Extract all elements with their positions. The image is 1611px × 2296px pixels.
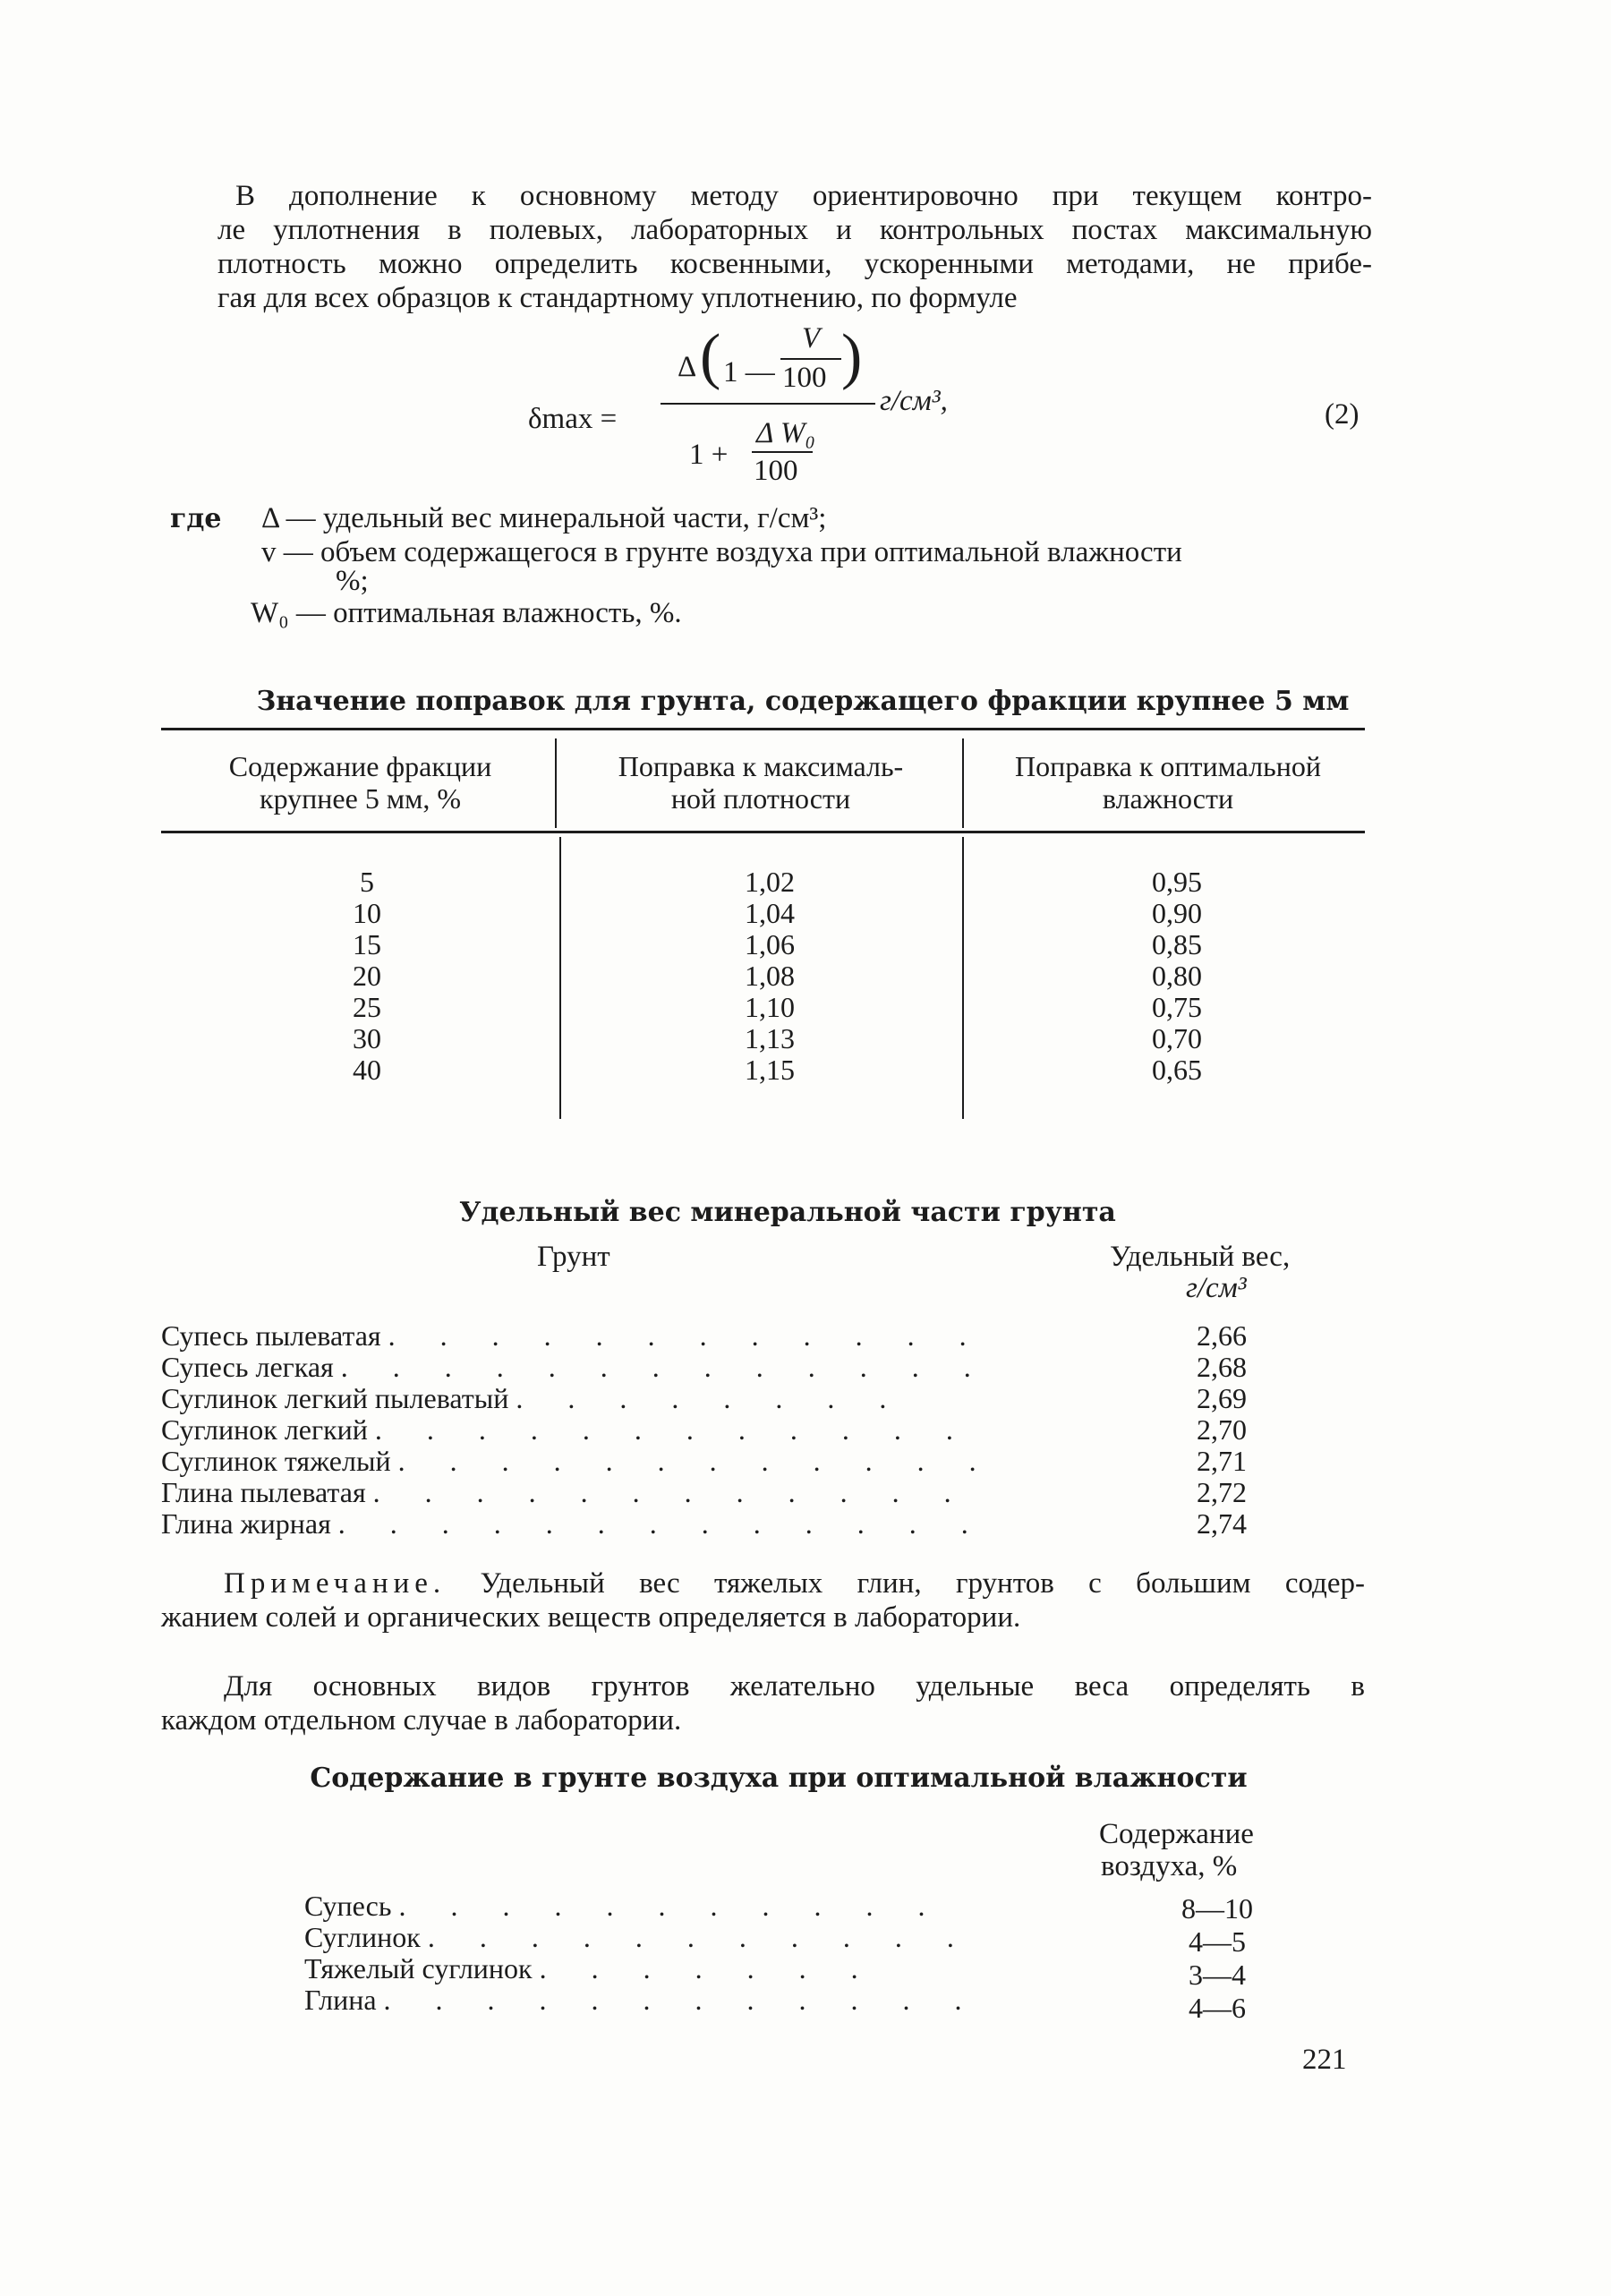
formula-hundred: 100	[782, 362, 827, 394]
row-value: 8—10	[1181, 1892, 1253, 1925]
row-label: Супесь легкая	[161, 1351, 334, 1383]
table-cell: 30	[353, 1022, 381, 1054]
row-value: 2,74	[1197, 1507, 1247, 1540]
table-cell: 0,70	[1152, 1022, 1202, 1054]
formula-hundred-2: 100	[754, 455, 798, 487]
formula-denominator-fraction-bar	[752, 451, 813, 453]
table2-head-soil: Грунт	[537, 1241, 610, 1273]
note-text: Удельный вес тяжелых глин, грунтов с большим содер-	[446, 1567, 1365, 1600]
row-value: 2,68	[1197, 1351, 1247, 1383]
table3-head-2: воздуха, %	[1101, 1850, 1238, 1882]
definition-w0: W₀ — оптимальная влажность, %.	[251, 597, 682, 629]
leader-dots: . . . . . . . . . . .	[398, 1890, 944, 1922]
para-line: каждом отдельном случае в лаборатории.	[161, 1704, 682, 1737]
note-paragraph	[161, 1566, 1365, 1635]
row-label: Суглинок легкий пылеватый	[161, 1382, 509, 1414]
table-cell: 20	[353, 960, 381, 992]
table1-header-density	[564, 750, 958, 815]
row-value: 2,69	[1197, 1382, 1247, 1414]
table-cell: 1,06	[745, 928, 795, 960]
header-line: Поправка к максималь-	[618, 750, 904, 782]
table3-title: Содержание в грунте воздуха при оптимальной влажности	[310, 1763, 1248, 1794]
table1-divider	[962, 738, 964, 828]
table1-header-fraction	[170, 750, 550, 815]
leader-dots: . . . . . . . . . . . .	[383, 1984, 981, 2016]
body-paragraph	[161, 1669, 1365, 1737]
note-prefix: Примечание.	[224, 1567, 447, 1600]
header-line: влажности	[1102, 782, 1234, 815]
leader-dots: . . . . . . . . . . . . .	[340, 1351, 990, 1383]
table1-header-rule	[161, 831, 1365, 833]
formula-v: V	[802, 322, 821, 354]
table-cell: 1,04	[745, 897, 795, 929]
leader-dots: . . . . . . . . . . .	[427, 1921, 973, 1953]
table3-row	[304, 1891, 943, 1922]
formula-units: г/см³,	[880, 385, 948, 417]
table2-row	[161, 1446, 995, 1477]
table2-row	[161, 1414, 972, 1446]
table1-divider	[559, 837, 561, 1119]
table-cell: 0,65	[1152, 1054, 1202, 1086]
formula-one-minus: 1 —	[723, 356, 775, 388]
row-label: Суглинок	[304, 1921, 421, 1953]
note-line	[161, 1566, 1365, 1600]
table-cell: 0,75	[1152, 991, 1202, 1023]
row-value: 2,66	[1197, 1319, 1247, 1352]
intro-paragraph	[217, 179, 1372, 315]
header-line: крупнее 5 мм, %	[260, 782, 461, 815]
table-cell: 0,95	[1152, 866, 1202, 898]
row-label: Глина пылеватая	[161, 1476, 366, 1508]
table-cell: 40	[353, 1054, 381, 1086]
formula-denominator-one: 1 +	[689, 439, 729, 471]
table-cell: 1,15	[745, 1054, 795, 1086]
intro-line: В дополнение к основному методу ориентировочно при текущем контро-	[235, 180, 1372, 212]
header-line: Содержание фракции	[228, 750, 492, 782]
note-line: жанием солей и органических веществ определяется в лаборатории.	[161, 1601, 1021, 1634]
row-label: Глина жирная	[161, 1507, 331, 1540]
leader-dots: . . . . . . . . . . . . .	[337, 1507, 987, 1540]
table-cell: 0,85	[1152, 928, 1202, 960]
definition-delta: Δ — удельный вес минеральной части, г/см³;	[261, 502, 827, 534]
table2-head-weight: Удельный вес,	[1110, 1241, 1291, 1273]
table2-row	[161, 1508, 987, 1540]
leader-dots: . . . . . . . .	[516, 1382, 906, 1414]
table-cell: 1,13	[745, 1022, 795, 1054]
row-value: 4—6	[1189, 1992, 1246, 2024]
row-value: 2,71	[1197, 1445, 1247, 1477]
definition-v: v — объем содержащегося в грунте воздуха при оптимальной влажности	[261, 536, 1182, 568]
formula-lhs: δmax =	[528, 403, 618, 435]
table-cell: 1,08	[745, 960, 795, 992]
table2-title: Удельный вес минеральной части грунта	[459, 1197, 1116, 1228]
table1-header-moisture	[967, 750, 1369, 815]
header-line: ной плотности	[670, 782, 851, 815]
formula-paren-left: (	[700, 322, 721, 391]
table2-head-units: г/см³	[1186, 1272, 1247, 1304]
leader-dots: . . . . . . . . . . . .	[397, 1445, 995, 1477]
leader-dots: . . . . . . . . . . . .	[374, 1413, 972, 1446]
formula-inner-fraction-bar	[780, 358, 841, 360]
row-label: Супесь пылеватая	[161, 1319, 381, 1352]
formula-delta: Δ	[678, 351, 697, 383]
formula-delta-w0: Δ W₀	[756, 417, 815, 449]
formula-paren-right: )	[841, 322, 863, 391]
table1-title: Значение поправок для грунта, содержащего фракции крупнее 5 мм	[256, 686, 1350, 717]
formula-number: (2)	[1325, 398, 1360, 431]
row-label: Тяжелый суглинок	[304, 1952, 533, 1984]
intro-line: плотность можно определить косвенными, ускоренными методами, не прибе-	[217, 248, 1372, 280]
table2-row	[161, 1320, 985, 1352]
formula	[528, 322, 1387, 492]
table-cell: 0,80	[1152, 960, 1202, 992]
formula-main-fraction-bar	[661, 403, 875, 405]
table-cell: 0,90	[1152, 897, 1202, 929]
para-line: Для основных видов грунтов желательно удельные веса определять в	[224, 1670, 1365, 1703]
table1-col-fraction	[304, 866, 430, 1086]
table3-head-1: Содержание	[1099, 1818, 1254, 1850]
row-label: Супесь	[304, 1890, 392, 1922]
table3-row	[304, 1922, 973, 1953]
where-label: где	[170, 503, 222, 534]
table-cell: 1,10	[745, 991, 795, 1023]
page-number: 221	[1302, 2044, 1347, 2076]
row-value: 2,72	[1197, 1476, 1247, 1508]
row-value: 2,70	[1197, 1413, 1247, 1446]
leader-dots: . . . . . . . . . . . .	[372, 1476, 970, 1508]
table-cell: 1,02	[745, 866, 795, 898]
table1-divider	[555, 738, 557, 828]
table1-top-rule	[161, 728, 1365, 730]
table2-row	[161, 1477, 970, 1508]
table-cell: 15	[353, 928, 381, 960]
definition-v-percent: %;	[336, 565, 369, 597]
leader-dots: . . . . . . . . . . . .	[388, 1319, 985, 1352]
row-label: Суглинок легкий	[161, 1413, 368, 1446]
header-line: Поправка к оптимальной	[1015, 750, 1321, 782]
table1-col-density	[707, 866, 832, 1086]
table2-row	[161, 1352, 990, 1383]
row-label: Суглинок тяжелый	[161, 1445, 391, 1477]
leader-dots: . . . . . . .	[539, 1952, 877, 1984]
row-value: 3—4	[1189, 1959, 1246, 1991]
row-label: Глина	[304, 1984, 377, 2016]
table-cell: 25	[353, 991, 381, 1023]
intro-line: ле уплотнения в полевых, лабораторных и контрольных постах максимальную	[217, 214, 1372, 246]
table3-row	[304, 1984, 981, 2016]
row-value: 4—5	[1189, 1925, 1246, 1958]
table2-row	[161, 1383, 905, 1414]
intro-line: гая для всех образцов к стандартному уплотнению, по формуле	[217, 282, 1018, 314]
table-cell: 10	[353, 897, 381, 929]
table1-divider	[962, 837, 964, 1119]
table1-col-moisture	[1114, 866, 1240, 1086]
table-cell: 5	[360, 866, 374, 898]
table3-row	[304, 1953, 877, 1984]
